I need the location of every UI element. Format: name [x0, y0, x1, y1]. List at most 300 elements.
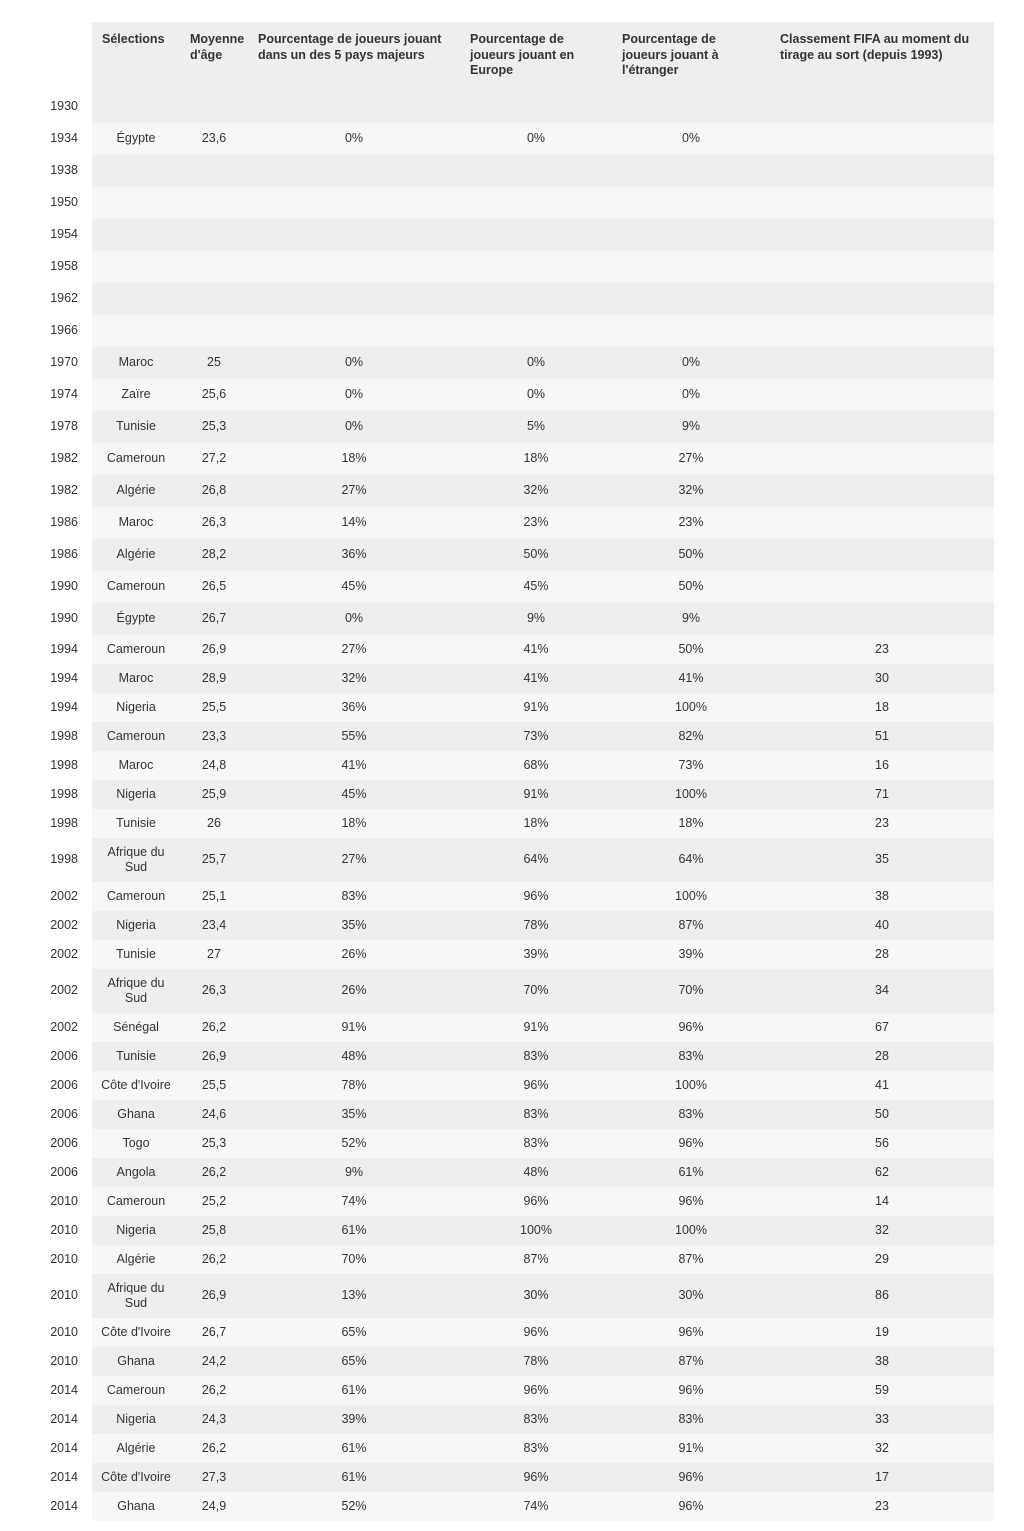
cell-abroad: 50%	[612, 539, 770, 571]
cell-age: 23,6	[180, 123, 248, 155]
cell-europe: 96%	[460, 1071, 612, 1100]
cell-age: 26,2	[180, 1376, 248, 1405]
cell-team: Afrique du Sud	[92, 1274, 180, 1318]
cell-age: 25,5	[180, 693, 248, 722]
table-row	[30, 603, 994, 635]
cell-team: Cameroun	[92, 635, 180, 664]
cell-big5: 18%	[248, 809, 460, 838]
cell-abroad	[612, 251, 770, 283]
cell-big5	[248, 219, 460, 251]
column-header-age: Moyenne d'âge	[180, 22, 248, 91]
cell-team: Cameroun	[92, 1187, 180, 1216]
cell-europe	[460, 155, 612, 187]
cell-year: 2014	[30, 1492, 92, 1521]
cell-team: Maroc	[92, 347, 180, 379]
cell-europe	[460, 91, 612, 123]
cell-abroad: 96%	[612, 1463, 770, 1492]
cell-big5: 35%	[248, 1100, 460, 1129]
cell-age: 25,6	[180, 379, 248, 411]
cell-fifa	[770, 411, 994, 443]
cell-fifa	[770, 123, 994, 155]
cell-team	[92, 91, 180, 123]
cell-fifa	[770, 155, 994, 187]
cell-europe: 18%	[460, 443, 612, 475]
cell-year: 1970	[30, 347, 92, 379]
cell-team	[92, 187, 180, 219]
cell-europe: 78%	[460, 1347, 612, 1376]
cell-abroad: 82%	[612, 722, 770, 751]
cell-year: 2002	[30, 969, 92, 1013]
cell-age: 28,9	[180, 664, 248, 693]
cell-abroad: 23%	[612, 507, 770, 539]
cell-big5: 0%	[248, 123, 460, 155]
table-row	[30, 664, 994, 693]
cell-fifa: 23	[770, 1492, 994, 1521]
column-header-abroad: Pourcentage de joueurs jouant à l'étranger	[612, 22, 770, 91]
cell-abroad: 73%	[612, 751, 770, 780]
cell-age: 26,5	[180, 571, 248, 603]
cell-fifa: 33	[770, 1405, 994, 1434]
table-row	[30, 1187, 994, 1216]
cell-fifa	[770, 315, 994, 347]
cell-age	[180, 219, 248, 251]
cell-team: Nigeria	[92, 693, 180, 722]
cell-team: Cameroun	[92, 571, 180, 603]
cell-big5: 61%	[248, 1376, 460, 1405]
cell-big5: 52%	[248, 1492, 460, 1521]
cell-big5: 70%	[248, 1245, 460, 1274]
cell-abroad: 9%	[612, 411, 770, 443]
table-body	[30, 91, 994, 1521]
cell-year: 2006	[30, 1100, 92, 1129]
cell-europe: 96%	[460, 1187, 612, 1216]
cell-fifa: 23	[770, 635, 994, 664]
cell-year: 2006	[30, 1071, 92, 1100]
cell-big5: 55%	[248, 722, 460, 751]
cell-europe: 83%	[460, 1100, 612, 1129]
cell-year: 2014	[30, 1463, 92, 1492]
cell-year: 2010	[30, 1187, 92, 1216]
cell-abroad	[612, 155, 770, 187]
cell-europe: 96%	[460, 1463, 612, 1492]
cell-age	[180, 315, 248, 347]
table-header	[30, 22, 994, 91]
table-row	[30, 882, 994, 911]
cell-abroad: 91%	[612, 1434, 770, 1463]
cell-abroad: 87%	[612, 1347, 770, 1376]
cell-big5: 61%	[248, 1216, 460, 1245]
table-row	[30, 838, 994, 882]
cell-team: Zaïre	[92, 379, 180, 411]
cell-europe: 83%	[460, 1042, 612, 1071]
cell-europe: 74%	[460, 1492, 612, 1521]
cell-big5: 32%	[248, 664, 460, 693]
cell-abroad: 70%	[612, 969, 770, 1013]
cell-europe: 100%	[460, 1216, 612, 1245]
cell-abroad: 96%	[612, 1492, 770, 1521]
stats-table	[30, 22, 994, 1521]
cell-fifa: 38	[770, 1347, 994, 1376]
cell-europe: 96%	[460, 1318, 612, 1347]
table-row	[30, 940, 994, 969]
cell-abroad: 18%	[612, 809, 770, 838]
cell-europe	[460, 219, 612, 251]
cell-fifa	[770, 539, 994, 571]
cell-europe: 64%	[460, 838, 612, 882]
cell-fifa	[770, 347, 994, 379]
table-row	[30, 722, 994, 751]
cell-age: 26,7	[180, 1318, 248, 1347]
cell-year: 2002	[30, 882, 92, 911]
cell-europe: 83%	[460, 1434, 612, 1463]
cell-big5: 41%	[248, 751, 460, 780]
cell-age: 24,8	[180, 751, 248, 780]
cell-abroad	[612, 315, 770, 347]
cell-year: 2002	[30, 1013, 92, 1042]
cell-age	[180, 91, 248, 123]
cell-year: 2014	[30, 1376, 92, 1405]
cell-fifa	[770, 507, 994, 539]
cell-team: Cameroun	[92, 722, 180, 751]
cell-big5: 26%	[248, 940, 460, 969]
cell-big5: 36%	[248, 693, 460, 722]
cell-europe: 91%	[460, 693, 612, 722]
table-row	[30, 539, 994, 571]
cell-age: 27,3	[180, 1463, 248, 1492]
cell-fifa	[770, 283, 994, 315]
table-row	[30, 347, 994, 379]
cell-age: 27	[180, 940, 248, 969]
column-header-fifa: Classement FIFA au moment du tirage au sort (depuis 1993)	[770, 22, 994, 91]
cell-europe: 87%	[460, 1245, 612, 1274]
cell-big5	[248, 91, 460, 123]
cell-age: 26	[180, 809, 248, 838]
cell-big5: 83%	[248, 882, 460, 911]
cell-age: 26,9	[180, 1274, 248, 1318]
table-row	[30, 1434, 994, 1463]
cell-abroad: 50%	[612, 571, 770, 603]
table-row	[30, 911, 994, 940]
cell-year: 1982	[30, 443, 92, 475]
cell-fifa: 34	[770, 969, 994, 1013]
cell-europe: 48%	[460, 1158, 612, 1187]
cell-age: 26,9	[180, 635, 248, 664]
cell-year: 1978	[30, 411, 92, 443]
cell-europe: 83%	[460, 1405, 612, 1434]
table-row	[30, 411, 994, 443]
cell-age: 25,3	[180, 411, 248, 443]
cell-team	[92, 219, 180, 251]
cell-year: 1998	[30, 780, 92, 809]
cell-big5: 27%	[248, 635, 460, 664]
cell-big5: 14%	[248, 507, 460, 539]
cell-big5: 0%	[248, 347, 460, 379]
cell-abroad: 100%	[612, 780, 770, 809]
cell-team: Côte d'Ivoire	[92, 1318, 180, 1347]
cell-team: Cameroun	[92, 443, 180, 475]
cell-fifa: 38	[770, 882, 994, 911]
cell-big5: 0%	[248, 379, 460, 411]
cell-age: 23,3	[180, 722, 248, 751]
cell-age	[180, 187, 248, 219]
cell-fifa: 30	[770, 664, 994, 693]
table-row	[30, 251, 994, 283]
cell-fifa: 29	[770, 1245, 994, 1274]
cell-age: 24,2	[180, 1347, 248, 1376]
cell-age	[180, 155, 248, 187]
cell-year: 1934	[30, 123, 92, 155]
cell-year: 2014	[30, 1405, 92, 1434]
table-row	[30, 475, 994, 507]
cell-europe: 96%	[460, 882, 612, 911]
cell-big5	[248, 155, 460, 187]
cell-team: Maroc	[92, 751, 180, 780]
cell-big5: 0%	[248, 603, 460, 635]
cell-europe: 41%	[460, 664, 612, 693]
cell-abroad: 100%	[612, 1216, 770, 1245]
cell-europe: 39%	[460, 940, 612, 969]
cell-abroad: 50%	[612, 635, 770, 664]
cell-big5: 35%	[248, 911, 460, 940]
cell-europe: 30%	[460, 1274, 612, 1318]
cell-age: 26,3	[180, 507, 248, 539]
cell-big5	[248, 315, 460, 347]
cell-year: 1966	[30, 315, 92, 347]
table-row	[30, 1100, 994, 1129]
cell-age: 24,6	[180, 1100, 248, 1129]
cell-europe: 91%	[460, 1013, 612, 1042]
cell-big5: 13%	[248, 1274, 460, 1318]
cell-year: 2010	[30, 1216, 92, 1245]
table-row	[30, 635, 994, 664]
cell-europe: 68%	[460, 751, 612, 780]
cell-abroad: 100%	[612, 1071, 770, 1100]
cell-team	[92, 155, 180, 187]
table-row	[30, 1347, 994, 1376]
table-row	[30, 315, 994, 347]
cell-fifa	[770, 219, 994, 251]
cell-fifa: 51	[770, 722, 994, 751]
cell-europe: 73%	[460, 722, 612, 751]
cell-year: 1938	[30, 155, 92, 187]
cell-fifa: 35	[770, 838, 994, 882]
cell-fifa: 71	[770, 780, 994, 809]
cell-team: Nigeria	[92, 780, 180, 809]
cell-big5: 52%	[248, 1129, 460, 1158]
cell-year: 1986	[30, 539, 92, 571]
cell-big5: 39%	[248, 1405, 460, 1434]
cell-abroad: 0%	[612, 347, 770, 379]
cell-year: 1930	[30, 91, 92, 123]
cell-abroad	[612, 219, 770, 251]
table-row	[30, 780, 994, 809]
cell-age: 26,2	[180, 1013, 248, 1042]
cell-team: Nigeria	[92, 1216, 180, 1245]
column-header-big5: Pourcentage de joueurs jouant dans un des 5 pays majeurs	[248, 22, 460, 91]
table-header-row	[30, 22, 994, 91]
cell-fifa: 28	[770, 940, 994, 969]
cell-big5: 65%	[248, 1347, 460, 1376]
cell-team: Cameroun	[92, 1376, 180, 1405]
cell-team: Algérie	[92, 539, 180, 571]
cell-abroad: 87%	[612, 911, 770, 940]
cell-age: 25,9	[180, 780, 248, 809]
cell-year: 1994	[30, 693, 92, 722]
cell-age: 23,4	[180, 911, 248, 940]
cell-europe	[460, 251, 612, 283]
cell-europe: 50%	[460, 539, 612, 571]
table-row	[30, 155, 994, 187]
table-row	[30, 1463, 994, 1492]
table-row	[30, 1013, 994, 1042]
cell-europe: 91%	[460, 780, 612, 809]
cell-abroad: 96%	[612, 1318, 770, 1347]
cell-europe: 70%	[460, 969, 612, 1013]
table-row	[30, 379, 994, 411]
table-row	[30, 283, 994, 315]
table-row	[30, 809, 994, 838]
cell-abroad: 100%	[612, 882, 770, 911]
table-row	[30, 1405, 994, 1434]
cell-fifa: 56	[770, 1129, 994, 1158]
cell-europe: 18%	[460, 809, 612, 838]
cell-year: 2014	[30, 1434, 92, 1463]
cell-year: 1958	[30, 251, 92, 283]
cell-year: 2010	[30, 1274, 92, 1318]
column-header-year	[30, 22, 92, 91]
cell-abroad: 30%	[612, 1274, 770, 1318]
cell-team: Tunisie	[92, 940, 180, 969]
cell-abroad	[612, 187, 770, 219]
cell-team	[92, 315, 180, 347]
cell-team: Cameroun	[92, 882, 180, 911]
cell-team: Côte d'Ivoire	[92, 1463, 180, 1492]
table-row	[30, 1376, 994, 1405]
cell-abroad	[612, 91, 770, 123]
cell-fifa	[770, 475, 994, 507]
cell-year: 1998	[30, 751, 92, 780]
cell-abroad: 0%	[612, 379, 770, 411]
cell-europe	[460, 283, 612, 315]
cell-team: Maroc	[92, 664, 180, 693]
cell-fifa: 19	[770, 1318, 994, 1347]
cell-year: 2010	[30, 1318, 92, 1347]
cell-age: 25,1	[180, 882, 248, 911]
cell-team: Ghana	[92, 1492, 180, 1521]
cell-fifa: 32	[770, 1216, 994, 1245]
cell-age: 25,8	[180, 1216, 248, 1245]
cell-age: 26,3	[180, 969, 248, 1013]
cell-year: 1994	[30, 664, 92, 693]
cell-year: 2010	[30, 1347, 92, 1376]
table-row	[30, 571, 994, 603]
table-row	[30, 1158, 994, 1187]
cell-europe: 41%	[460, 635, 612, 664]
cell-europe	[460, 315, 612, 347]
cell-big5	[248, 251, 460, 283]
cell-abroad: 96%	[612, 1013, 770, 1042]
cell-year: 1998	[30, 722, 92, 751]
cell-team: Ghana	[92, 1347, 180, 1376]
cell-age: 25,2	[180, 1187, 248, 1216]
cell-abroad: 9%	[612, 603, 770, 635]
cell-europe: 9%	[460, 603, 612, 635]
cell-europe: 78%	[460, 911, 612, 940]
cell-team: Algérie	[92, 1434, 180, 1463]
cell-fifa	[770, 603, 994, 635]
cell-fifa: 86	[770, 1274, 994, 1318]
cell-age: 26,9	[180, 1042, 248, 1071]
table-row	[30, 1492, 994, 1521]
cell-age: 24,3	[180, 1405, 248, 1434]
cell-abroad: 96%	[612, 1129, 770, 1158]
cell-fifa: 14	[770, 1187, 994, 1216]
table-row	[30, 1216, 994, 1245]
cell-europe	[460, 187, 612, 219]
table-row	[30, 969, 994, 1013]
cell-age: 25,3	[180, 1129, 248, 1158]
table-row	[30, 91, 994, 123]
cell-team: Égypte	[92, 123, 180, 155]
cell-fifa: 50	[770, 1100, 994, 1129]
cell-big5: 9%	[248, 1158, 460, 1187]
cell-europe: 45%	[460, 571, 612, 603]
table-row	[30, 507, 994, 539]
cell-europe: 0%	[460, 379, 612, 411]
cell-year: 2006	[30, 1158, 92, 1187]
cell-europe: 5%	[460, 411, 612, 443]
cell-year: 1994	[30, 635, 92, 664]
cell-abroad: 61%	[612, 1158, 770, 1187]
cell-abroad: 83%	[612, 1405, 770, 1434]
cell-year: 1998	[30, 838, 92, 882]
cell-age: 26,2	[180, 1245, 248, 1274]
cell-age: 26,2	[180, 1158, 248, 1187]
table-row	[30, 1245, 994, 1274]
cell-team: Angola	[92, 1158, 180, 1187]
table-row	[30, 1274, 994, 1318]
cell-fifa	[770, 187, 994, 219]
cell-team	[92, 283, 180, 315]
cell-abroad: 64%	[612, 838, 770, 882]
column-header-europe: Pourcentage de joueurs jouant en Europe	[460, 22, 612, 91]
table-row	[30, 443, 994, 475]
cell-age: 25,5	[180, 1071, 248, 1100]
cell-abroad: 100%	[612, 693, 770, 722]
cell-big5	[248, 187, 460, 219]
table-row	[30, 1129, 994, 1158]
cell-fifa: 67	[770, 1013, 994, 1042]
cell-big5: 26%	[248, 969, 460, 1013]
cell-big5: 36%	[248, 539, 460, 571]
cell-team: Togo	[92, 1129, 180, 1158]
cell-big5	[248, 283, 460, 315]
cell-year: 1950	[30, 187, 92, 219]
cell-fifa: 23	[770, 809, 994, 838]
cell-fifa	[770, 91, 994, 123]
cell-age	[180, 251, 248, 283]
cell-team: Sénégal	[92, 1013, 180, 1042]
cell-team: Afrique du Sud	[92, 838, 180, 882]
cell-abroad: 39%	[612, 940, 770, 969]
cell-europe: 96%	[460, 1376, 612, 1405]
cell-abroad: 32%	[612, 475, 770, 507]
cell-big5: 91%	[248, 1013, 460, 1042]
cell-big5: 0%	[248, 411, 460, 443]
cell-year: 2006	[30, 1042, 92, 1071]
cell-fifa	[770, 571, 994, 603]
cell-europe: 0%	[460, 123, 612, 155]
